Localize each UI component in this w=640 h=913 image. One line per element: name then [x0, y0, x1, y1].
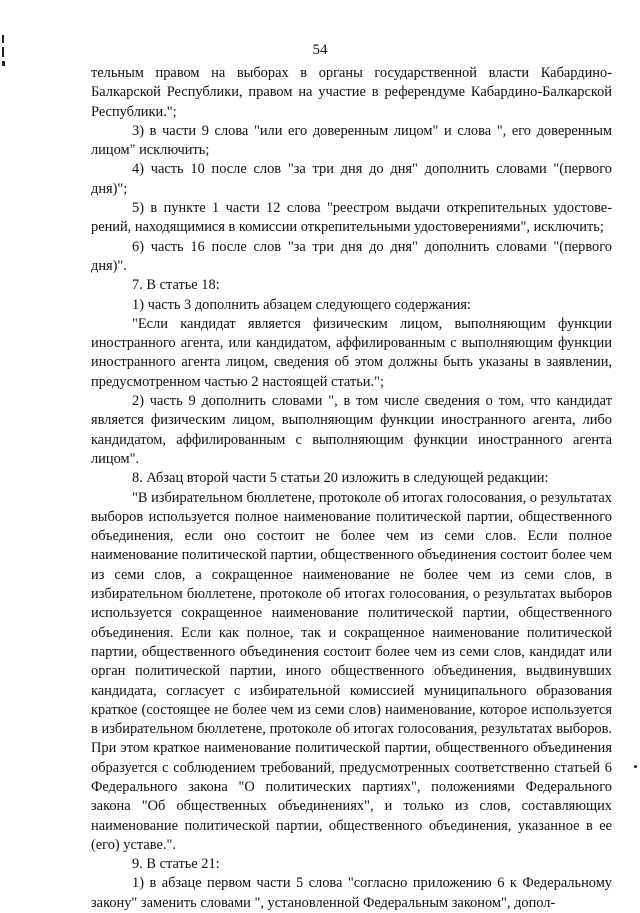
document-body	[91, 64, 612, 913]
scan-artifact	[2, 61, 5, 66]
paragraph-item-9-1: 1) в абзаце первом части 5 слова "согласно приложению 6 к Федеральному закону" заменить словами ", установленной Федеральным законом", допол-	[91, 875, 612, 911]
paragraph-item-4: 4) часть 10 после слов "за три дня до дня" дополнить словами "(первого дня)";	[91, 161, 612, 197]
paragraph-continuation: тельным правом на выборах в органы государственной власти Кабардино-Балкарской Республики, правом на участие в референдуме Кабардино-Балкарской Республики.";	[91, 65, 612, 120]
paragraph-item-6: 6) часть 16 после слов "за три дня до дня" дополнить словами "(первого дня)".	[91, 238, 612, 274]
paragraph-item-7-1: 1) часть 3 дополнить абзацем следующего содержания:	[132, 296, 471, 313]
paragraph-item-3: 3) в части 9 слова "или его доверенным лицом" и слова ", его доверенным лицом" исключить;	[91, 122, 612, 159]
paragraph-item-7-2: 2) часть 9 дополнить словами ", в том числе сведения о том, что кандидат является физическим лицом, выполняющим функции иностранного агента, либо кандидатом, аффилированным с выполняющим функции иностранного агента лицом".	[91, 393, 612, 467]
paragraph-item-5: 5) в пункте 1 части 12 слова "реестром выдачи открепительных удостоверений, находящимися в комиссии открепительными удостоверениями", исключить;	[91, 200, 612, 236]
paragraph-quote-8: "В избирательном бюллетене, протоколе об итогах голосования, о результатах выборов используется полное наименование политической партии, общественного объединения, если оно состоит не более чем из семи слов. Если полное наименование политической партии, общественного объединения состоит более чем из семи слов, а сокращенное наименование не более чем из семи слов, в избирательном бюллетене, протоколе об итогах голосования, о результатах выборов используется сокращенное наименование политической партии, общественного объединения. Если как полное, так и сокращенное наименование политической партии, общественного объединения состоит более чем из семи слов, кандидат или орган политической партии, иного общественного объединения, выдвинувших кандидата, согласует с избирательной комиссией муниципального образования краткое (состоящее не более чем из семи слов) наименование, которое используется в избирательном бюллетене, протоколе об итогах голосования, результатах выборов. При этом краткое наименование политической партии, общественного объединения образуется с соблюдением требований, предусмотренных соответственно статьей 6 Федерального закона "О политических партиях", положениями Федерального закона "Об общественных объединениях", и только из слов, составляющих наименование политической партии, общественного объединения, указанное в ее (его) уставе.".	[91, 489, 612, 853]
paragraph-section-8: 8. Абзац второй части 5 статьи 20 изложить в следующей редакции:	[132, 470, 549, 487]
page-number: 54	[312, 42, 328, 58]
scan-artifact	[634, 765, 637, 768]
paragraph-quote-7-1: "Если кандидат является физическим лицом, выполняющим функции иностранного агента, или кандидатом, аффилированным с выполняющим функции иностранного агента лицом, сведения об этом должны быть указаны в заявлении, предусмотренном частью 2 настоящей статьи.";	[91, 315, 612, 390]
paragraph-section-7: 7. В статье 18:	[132, 277, 220, 294]
paragraph-section-9: 9. В статье 21:	[132, 856, 220, 873]
